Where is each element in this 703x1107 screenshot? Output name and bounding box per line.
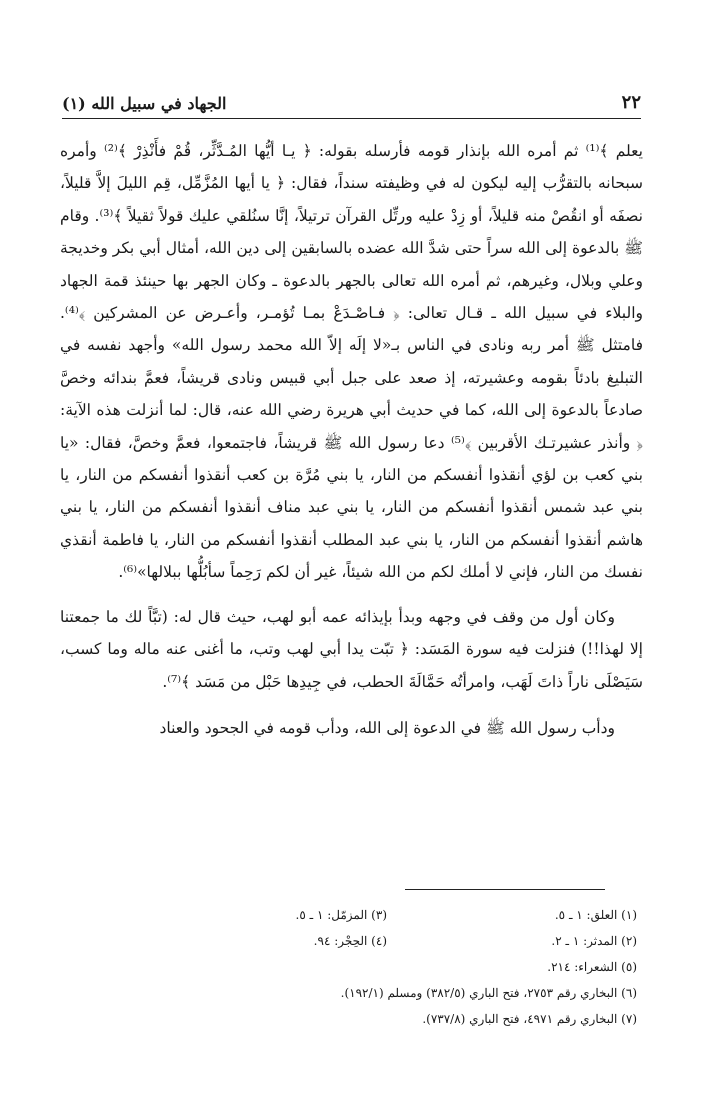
footnote-6: (٦) البخاري رقم ٢٧٥٣، فتح الباري (٣٨٢/٥) ومسلم (١٩٢/١).: [340, 986, 637, 1000]
footnote-2: (٢) المدثر: ١ ـ ٢.: [551, 934, 637, 948]
book-title: الجهاد في سبيل الله (١): [62, 94, 227, 113]
footnotes: [80, 902, 637, 1032]
paragraph-1: يعلم ﴾⁽¹⁾ ثم أمره الله بإنذار قومه فأرسله بقوله: ﴿ يـا أيُّها المُـدَّثِّر، قُمْ فأَنْذِرْ ﴾⁽²⁾ وأمره سبحانه بالتقرُّب إليه ليكون له في وظيفته سنداً، فقال: ﴿ يا أيها المُزَّمِّل، قِم الليلَ إلاَّ قليلاً، نصفَه أو انقُصْ منه قليلاً، أو زِدْ عليه ورتِّل القرآن ترتيلاً، إنَّا سنُلقي عليك قولاً ثقيلاً ﴾⁽³⁾. وقام ﷺ بالدعوة إلى الله سراً حتى شدَّ الله عضده بالسابقين إلى دين الله، أمثال أبي بكر وخديجة وعلي وبلال، وغيرهم، ثم أمره الله تعالى بالجهر بالدعوة ـ وكان الجهر بها حينئذ قمة الجهاد والبلاء في سبيل الله ـ قـال تعالى: ﴿ فـاصْـدَعْ بمـا تُؤمـر، وأعـرض عن المشركين ﴾⁽⁴⁾. فامتثل ﷺ أمر ربه ونادى في الناس بـ«لا إلَه إلاّ الله محمد رسول الله» وأجهد نفسه في التبليغ بادئاً بقومه وعشيرته، إذ صعد على جبل أبي قبيس ونادى قريشاً، فعمَّ بندائه وخصَّ صادعاً بالدعوة إلى الله، كما في حديث أبي هريرة رضي الله عنه، قال: لما أنزلت هذه الآية: ﴿ وأنذر عشيرتـك الأقربين ﴾⁽⁵⁾ دعا رسول الله ﷺ قريشاً، فاجتمعوا، فعمَّ وخصَّ، فقال: «يا بني كعب بن لؤي أنقذوا أنفسكم من النار، يا بني مُرَّة بن كعب أنقذوا أنفسكم من النار، يا بني عبد شمس أنقذوا أنفسكم من النار، يا بني عبد مناف أنقذوا أنفسكم من النار، يا بني هاشم أنقذوا أنفسكم من النار، يا بني عبد المطلب أنقذوا أنفسكم من النار، يا فاطمة أنقذي نفسك من النار، فإني لا أملك لكم من الله شيئاً، غير أن لكم رَحِماً سأبُلُّها ببلالها»⁽⁶⁾.: [60, 142, 643, 582]
paragraph-2: وكان أول من وقف في وجهه وبدأ بإيذائه عمه أبو لهب، حيث قال له: (تبَّاً لك ما جمعتنا إلا لهذا!!) فنزلت فيه سورة المَسَد: ﴿ تبّت يدا أبي لهب وتب، ما أغنى عنه ماله وما كسب، سَيَصْلَى ناراً ذاتَ لَهَب، وامرأتُه حَمَّالَةَ الحطب، في جِيدِها حَبْل من مَسَد ﴾⁽⁷⁾.: [60, 607, 643, 691]
footnote-1: (١) العلق: ١ ـ ٥.: [554, 908, 637, 922]
footnote-row-2: [80, 928, 637, 954]
footnote-4: (٤) الحِجْر: ٩٤.: [313, 934, 387, 948]
footnote-divider: [405, 889, 605, 890]
main-text: [60, 135, 643, 744]
footnote-3: (٣) المزمّل: ١ ـ ٥.: [295, 908, 387, 922]
footnote-7: (٧) البخاري رقم ٤٩٧١، فتح الباري (٧٣٧/٨).: [422, 1012, 637, 1026]
footnote-5: (٥) الشعراء: ٢١٤.: [547, 960, 637, 974]
page-number: ٢٢: [621, 92, 641, 113]
running-header: [62, 84, 641, 119]
paragraph-3: ودأب رسول الله ﷺ في الدعوة إلى الله، ودأب قومه في الجحود والعناد: [159, 718, 615, 737]
footnote-row-1: [80, 902, 637, 928]
